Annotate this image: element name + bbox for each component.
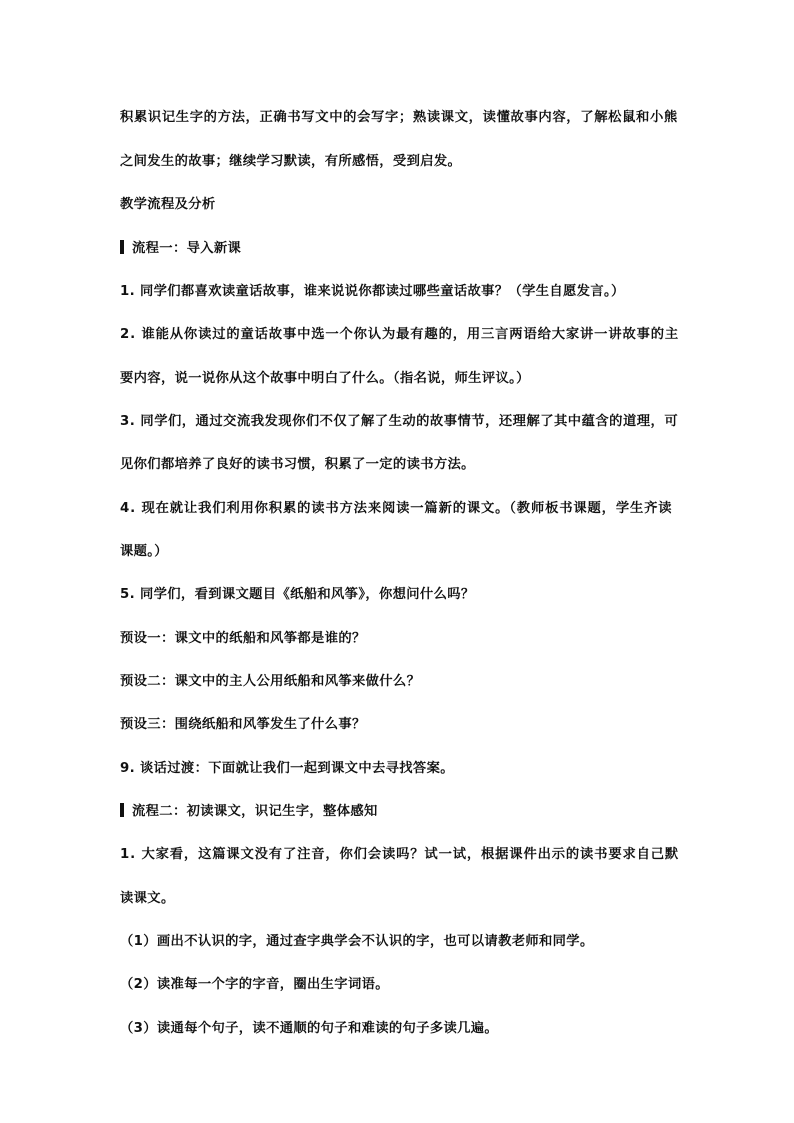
paragraph-line: 课题。） [120, 544, 168, 559]
flow-heading-1 [120, 240, 241, 258]
heading-bar-icon [120, 803, 124, 817]
paragraph-line: 预设二：课文中的主人公用纸船和风筝来做什么？ [120, 674, 421, 689]
paragraph-line: 读课文。 [120, 891, 175, 906]
paragraph-line: 积累识记生字的方法，正确书写文中的会写字；熟读课文，读懂故事内容，了解松鼠和小熊 [120, 110, 678, 125]
paragraph-line: 9. 谈话过渡：下面就让我们一起到课文中去寻找答案。 [120, 761, 454, 776]
paragraph-line: （2）读准每一个字的字音，圈出生字词语。 [120, 977, 389, 992]
paragraph-line: 预设一：课文中的纸船和风筝都是谁的？ [120, 631, 366, 646]
paragraph-line: 之间发生的故事；继续学习默读，有所感悟，受到启发。 [120, 154, 462, 169]
flow-heading-2 [120, 803, 378, 821]
flow-heading-text: 流程一：导入新课 [132, 241, 242, 256]
paragraph-line: 见你们都培养了良好的读书习惯，积累了一定的读书方法。 [120, 457, 475, 472]
section-title: 教学流程及分析 [120, 197, 216, 212]
paragraph-line: 5. 同学们，看到课文题目《纸船和风筝》，你想问什么吗？ [120, 587, 475, 602]
paragraph-line: 2. 谁能从你读过的童话故事中选一个你认为最有趣的，用三言两语给大家讲一讲故事的主 [120, 327, 680, 342]
paragraph-line: 要内容，说一说你从这个故事中明白了什么。（指名说，师生评议。） [120, 371, 530, 386]
paragraph-line: 4. 现在就让我们利用你积累的读书方法来阅读一篇新的课文。（教师板书课题，学生齐读 [120, 501, 673, 516]
paragraph-line: （1）画出不认识的字，通过查字典学会不认识的字，也可以请教老师和同学。 [120, 934, 594, 949]
flow-heading-text: 流程二：初读课文，识记生字，整体感知 [132, 804, 378, 819]
paragraph-line: 1. 同学们都喜欢读童话故事，谁来说说你都读过哪些童话故事？（学生自愿发言。） [120, 284, 625, 299]
paragraph-line: （3）读通每个句子，读不通顺的句子和难读的句子多读几遍。 [120, 1021, 499, 1036]
paragraph-line: 预设三：围绕纸船和风筝发生了什么事？ [120, 717, 366, 732]
paragraph-line: 3. 同学们，通过交流我发现你们不仅了解了生动的故事情节，还理解了其中蕴含的道理，可 [120, 414, 679, 429]
heading-bar-icon [120, 240, 124, 254]
paragraph-line: 1. 大家看，这篇课文没有了注音，你们会读吗？试一试，根据课件出示的读书要求自己默 [120, 847, 680, 862]
